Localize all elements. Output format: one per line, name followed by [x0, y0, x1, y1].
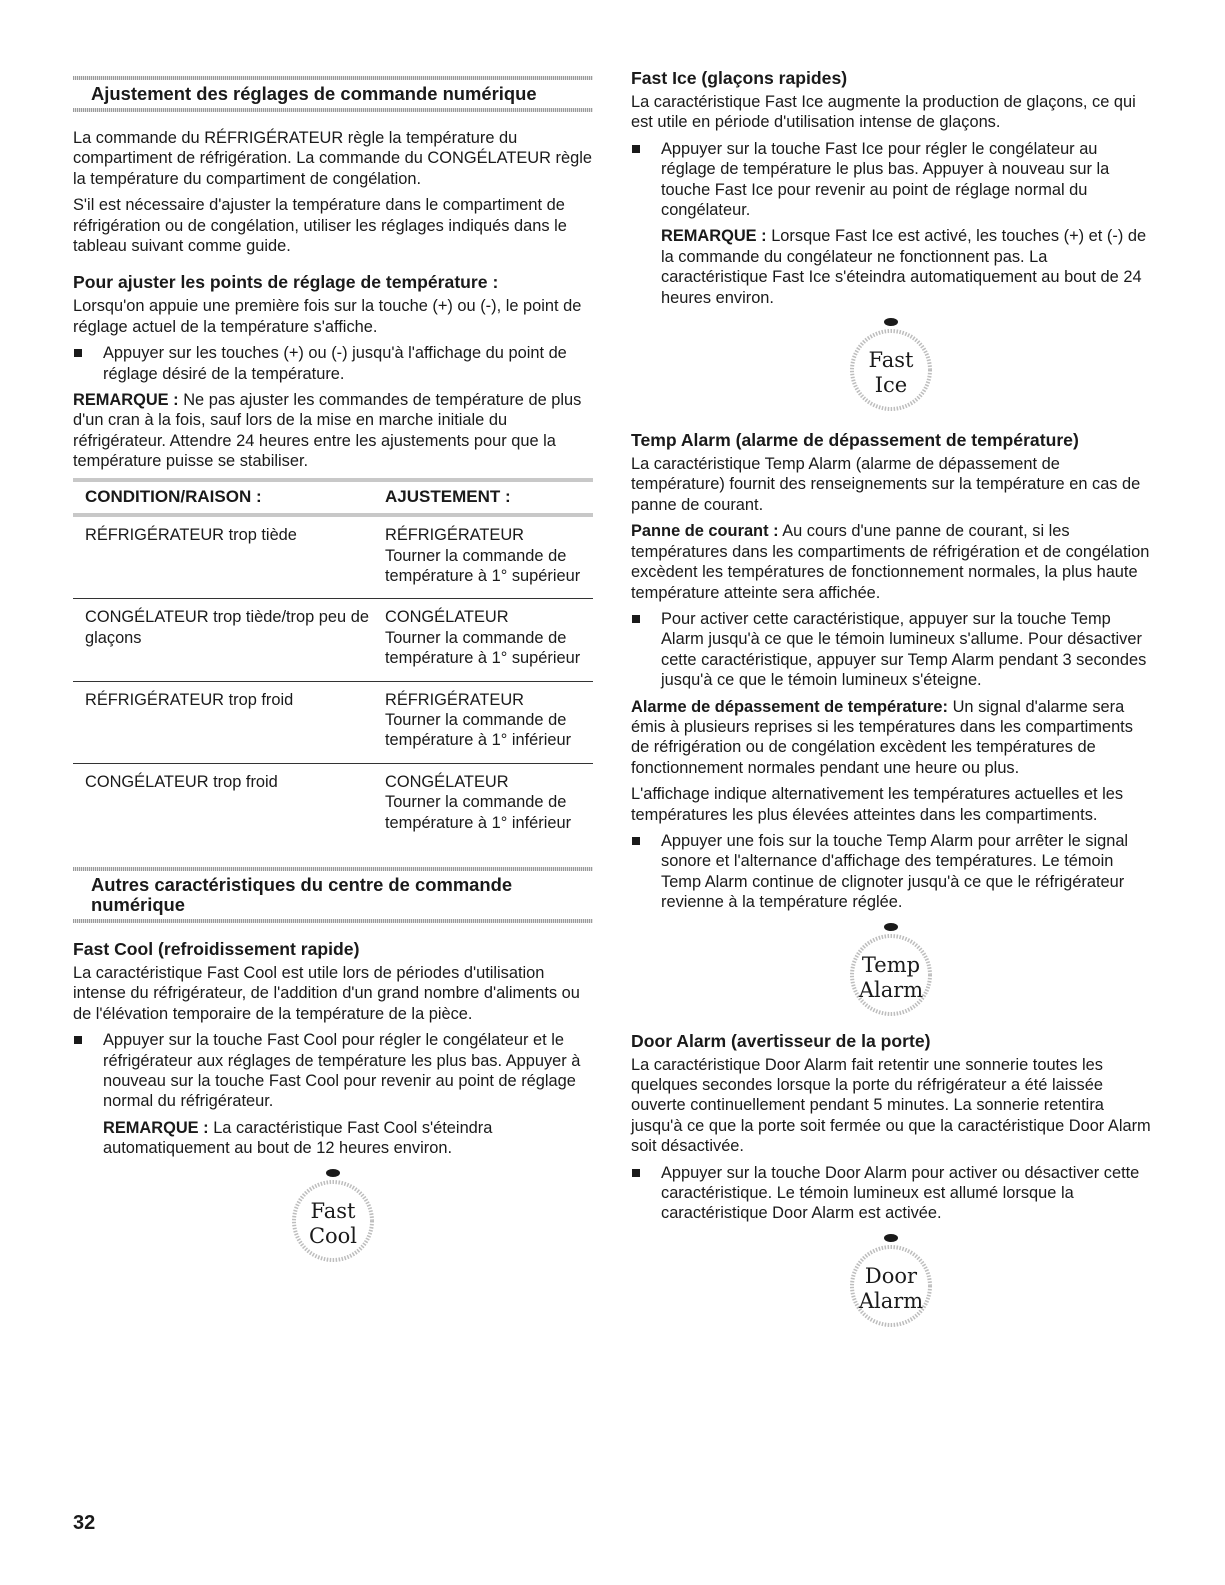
display-paragraph: L'affichage indique alternativement les températures actuelles et les températures les plus élevées atteintes dans les compartiments. [631, 785, 1124, 824]
note-text: Lorsque Fast Ice est activé, les touches (+) et (-) de la commande du congélateur ne fonctionnent pas. La caractéristique Fast Ice s'éteindra automatiquement au bout de 24 heures environ. [661, 227, 1147, 307]
column-header-condition: CONDITION/RAISON : [85, 486, 262, 506]
display-bullet: Appuyer une fois sur la touche Temp Alarm pour arrêter le signal sonore et l'alternance d'affichage des températures. Le témoin Temp Alarm continue de clignoter jusqu'à ce que le réfrigérateur revienne à la température réglée. [631, 831, 1151, 913]
temp-alarm-label-line2: Alarm [858, 977, 924, 1002]
table-row [73, 515, 593, 599]
power-failure-bullet: Pour activer cette caractéristique, appuyer sur la touche Temp Alarm jusqu'à ce que le témoin lumineux s'allume. Pour désactiver cette caractéristique, appuyer sur Temp Alarm pendant 3 secondes jusqu'à ce que le témoin lumineux s'éteigne. [631, 609, 1151, 691]
section-heading-digital-controls: Ajustement des réglages de commande numérique [73, 76, 593, 112]
temp-alarm-paragraph: La caractéristique Temp Alarm (alarme de dépassement de température) fournit des renseignements sur la température en cas de panne de courant. [631, 455, 1141, 514]
condition-cell: RÉFRIGÉRATEUR trop froid [85, 690, 294, 709]
right-column [631, 68, 1151, 1334]
adjustment-cell [385, 599, 593, 681]
left-column [73, 68, 593, 1269]
fast-cool-label-line1: Fast [310, 1198, 356, 1223]
power-failure-paragraph [631, 521, 1151, 603]
page-number: 32 [73, 1512, 96, 1534]
fast-cool-bullet: Appuyer sur la touche Fast Cool pour régler le congélateur et le réfrigérateur aux réglages de température les plus bas. Appuyer à nouveau sur la touche Fast Cool pour revenir au point de réglage normal du réfrigérateur. [73, 1030, 593, 1112]
note-text: Ne pas ajuster les commandes de température de plus d'un cran à la fois, sauf lors de la mise en marche initiale du réfrigérateur. Attendre 24 heures entre les ajustements pour que la température puisse se stabiliser. [73, 391, 582, 471]
table-header-row [73, 480, 593, 515]
table-row [73, 599, 593, 681]
adjustment-head: RÉFRIGÉRATEUR [385, 690, 525, 709]
fast-ice-label-line2: Ice [874, 373, 908, 398]
adjustment-body: Tourner la commande de température à 1° inférieur [385, 793, 572, 832]
adjustment-body: Tourner la commande de température à 1° supérieur [385, 546, 581, 585]
power-failure-label: Panne de courant : [631, 522, 779, 541]
note-label: REMARQUE : [661, 227, 767, 246]
adjust-paragraph: Lorsqu'on appuie une première fois sur la touche (+) ou (-), le point de réglage actuel de la température s'affiche. [73, 297, 582, 336]
table-row [73, 681, 593, 763]
door-alarm-bullet: Appuyer sur la touche Door Alarm pour activer ou désactiver cette caractéristique. Le témoin lumineux est allumé lorsque la caractéristique Door Alarm est activée. [631, 1163, 1151, 1224]
door-alarm-title: Door Alarm (avertisseur de la porte) [631, 1030, 931, 1051]
column-header-adjustment: AJUSTEMENT : [385, 486, 511, 506]
adjustment-cell [385, 763, 593, 845]
fast-cool-paragraph: La caractéristique Fast Cool est utile lors de périodes d'utilisation intense du réfrigérateur, de l'addition d'un grand nombre d'aliments ou de l'élévation temporaire de la température de la pièce. [73, 963, 580, 1023]
condition-cell: CONGÉLATEUR trop froid [85, 772, 278, 791]
intro-paragraph-1: La commande du RÉFRIGÉRATEUR règle la température du compartiment de réfrigération. La commande du CONGÉLATEUR règle la température du compartiment de congélation. [73, 129, 592, 188]
adjustment-cell [385, 681, 593, 763]
power-failure-text: Au cours d'une panne de courant, si les températures dans les compartiments de réfrigération et de congélation excèdent les températures de fonctionnement normales, la plus haute température atteinte sera affichée. [631, 522, 1150, 602]
table-row [73, 763, 593, 845]
fast-cool-button-icon [273, 1165, 393, 1263]
temp-alarm-label-line1: Temp [861, 952, 921, 977]
fast-ice-label-line1: Fast [868, 348, 914, 373]
temp-alarm-signal-text: Un signal d'alarme sera émis à plusieurs reprises si les températures dans les compartiments de réfrigération ou de congélation excèdent les températures de fonctionnement normales pendant une heure ou plus. [631, 697, 1133, 777]
adjustment-body: Tourner la commande de température à 1° inférieur [385, 710, 572, 750]
note-label: REMARQUE : [103, 1118, 209, 1137]
intro-paragraph-2: S'il est nécessaire d'ajuster la température dans le compartiment de réfrigération ou de congélation, utiliser les réglages indiqués dans le tableau suivant comme guide. [73, 196, 567, 256]
door-alarm-label-line2: Alarm [858, 1288, 924, 1313]
temp-alarm-signal-paragraph [631, 697, 1151, 779]
fast-ice-bullet: Appuyer sur la touche Fast Ice pour régler le congélateur au réglage de température le plus bas. Appuyer à nouveau sur la touche Fast Ice pour revenir au point de réglage normal du congélateur. [631, 139, 1151, 221]
adjust-note [73, 390, 593, 472]
adjustment-body: Tourner la commande de température à 1° supérieur [385, 628, 581, 668]
temp-alarm-title: Temp Alarm (alarme de dépassement de température) [631, 430, 1079, 451]
door-alarm-paragraph: La caractéristique Door Alarm fait retentir une sonnerie toutes les quelques secondes lorsque la porte du réfrigérateur a été laissée ouverte continuellement pendant 5 minutes. La sonnerie retentira jusqu'à ce que la porte soit fermée ou que la caractéristique Door Alarm soit désactivée. [631, 1055, 1151, 1156]
adjustment-cell [385, 515, 593, 599]
section-heading-other-features: Autres caractéristiques du centre de commande numérique [73, 867, 593, 923]
note-text: La caractéristique Fast Cool s'éteindra automatiquement au bout de 12 heures environ. [103, 1118, 493, 1158]
adjust-bullet: Appuyer sur les touches (+) ou (-) jusqu'à l'affichage du point de réglage désiré de la température. [73, 343, 593, 384]
adjustment-head: CONGÉLATEUR [385, 772, 509, 791]
note-label: REMARQUE : [73, 391, 179, 410]
fast-cool-note [73, 1118, 593, 1159]
temp-alarm-button-icon [831, 919, 951, 1017]
door-alarm-label-line1: Door [864, 1263, 918, 1288]
adjustment-table [73, 478, 593, 845]
fast-ice-note [631, 226, 1151, 308]
door-alarm-button-icon [831, 1230, 951, 1328]
temp-alarm-signal-label: Alarme de dépassement de température: [631, 697, 949, 716]
condition-cell: CONGÉLATEUR trop tiède/trop peu de glaçons [85, 608, 369, 647]
adjustment-head: CONGÉLATEUR [385, 608, 509, 627]
fast-cool-label-line2: Cool [308, 1223, 358, 1248]
condition-cell: RÉFRIGÉRATEUR trop tiède [85, 526, 297, 545]
subheading-adjust-setpoints: Pour ajuster les points de réglage de température : [73, 272, 499, 293]
fast-ice-title: Fast Ice (glaçons rapides) [631, 68, 848, 88]
fast-ice-button-icon [831, 314, 951, 412]
fast-cool-title: Fast Cool (refroidissement rapide) [73, 938, 360, 959]
adjustment-head: RÉFRIGÉRATEUR [385, 526, 525, 545]
fast-ice-paragraph: La caractéristique Fast Ice augmente la production de glaçons, ce qui est utile en période d'utilisation intense de glaçons. [631, 93, 1136, 132]
